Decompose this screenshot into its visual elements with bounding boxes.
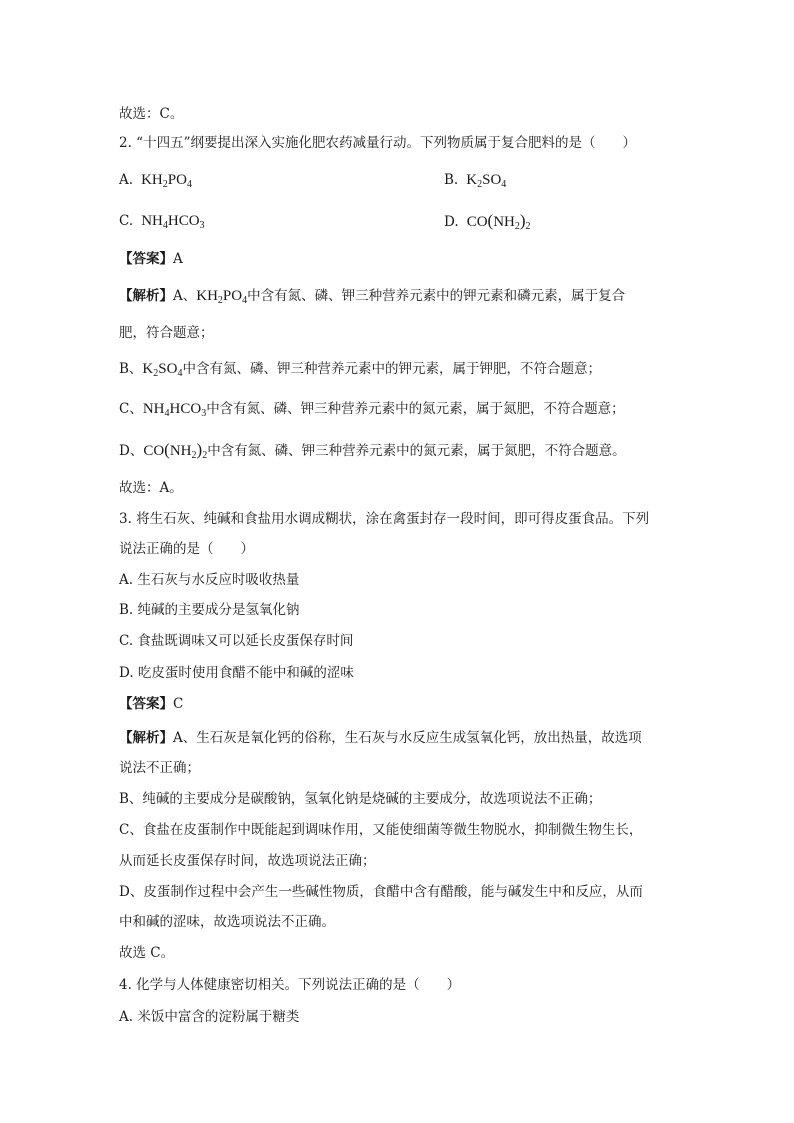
formula: $CO(NH_2)_2$	[143, 440, 208, 461]
analysis-text: 中含有氮、磷、钾三种营养元素中的钾元素，属于钾肥，不符合题意；	[182, 361, 601, 377]
analysis-text: 中含有氮、磷、钾三种营养元素中的氮元素，属于氮肥，不符合题意。	[207, 443, 626, 459]
formula: $KH_2PO_4$	[196, 288, 248, 306]
option-a: A. 生石灰与水反应时吸收热量	[119, 572, 300, 588]
analysis-line-a-cont: 肥，符合题意；	[119, 325, 214, 341]
analysis-prefix: C、	[119, 401, 143, 417]
analysis-line-d	[119, 441, 626, 460]
analysis-prefix: A、	[173, 288, 197, 304]
formula: $KH_2PO_4$	[137, 172, 192, 190]
analysis-line-c: C、食盐在皮蛋制作中既能起到调味作用，又能使细菌等微生物脱水，抑制微生物生长，	[119, 822, 643, 838]
analysis-label: 【解析】	[119, 288, 173, 304]
formula: $NH_4HCO_3$	[137, 213, 205, 231]
formula: $NH_4HCO_3$	[142, 401, 207, 419]
analysis-line-c-cont: 从而延长皮蛋保存时间，故选项说法正确；	[119, 853, 376, 869]
question-stem-cont: 说法正确的是（ ）	[119, 541, 254, 557]
answer-value: C	[173, 696, 184, 712]
analysis-line-d-cont: 中和碱的涩味，故选项说法不正确。	[119, 914, 335, 930]
answer-conclusion: 故选：A。	[119, 480, 183, 496]
analysis-line-a	[119, 729, 642, 747]
option-label: A.	[119, 172, 134, 188]
option-label: D.	[444, 214, 459, 230]
option-c: C. 食盐既调味又可以延长皮蛋保存时间	[119, 633, 354, 649]
analysis-line-c	[119, 400, 625, 418]
option-label: C.	[119, 213, 134, 229]
option-a	[119, 171, 192, 189]
analysis-label: 【解析】	[119, 730, 173, 746]
analysis-text: 中含有氮、磷、钾三种营养元素中的钾元素和磷元素，属于复合	[247, 288, 626, 304]
question-stem: 3. 将生石灰、纯碱和食盐用水调成糊状，涂在禽蛋封存一段时间，即可得皮蛋食品。下列	[119, 511, 650, 527]
analysis-prefix: B、	[119, 361, 143, 377]
answer-conclusion: 故选 C。	[119, 945, 175, 961]
option-d	[444, 212, 531, 231]
formula: $K_2SO_4$	[462, 172, 507, 190]
option-a: A. 米饭中富含的淀粉属于糖类	[119, 1009, 300, 1025]
option-b: B. 纯碱的主要成分是氢氧化钠	[119, 602, 300, 618]
question-stem: 2. “十四五”纲要提出深入实施化肥农药减量行动。下列物质属于复合肥料的是（ ）	[119, 135, 636, 151]
option-b	[444, 171, 506, 189]
answer-conclusion: 故选：C。	[119, 106, 184, 122]
answer-label: 【答案】	[119, 251, 173, 267]
option-label: B.	[444, 172, 459, 188]
analysis-prefix: D、	[119, 443, 144, 459]
analysis-text: A、生石灰是氧化钙的俗称，生石灰与水反应生成氢氧化钙，放出热量，故选项	[173, 730, 642, 746]
answer-label: 【答案】	[119, 696, 173, 712]
answer-line	[119, 250, 183, 268]
formula: $K_2SO_4$	[142, 361, 183, 379]
formula: $CO(NH_2)_2$	[462, 211, 531, 232]
question-stem: 4. 化学与人体健康密切相关。下列说法正确的是（ ）	[119, 977, 461, 993]
analysis-line-b: B、纯碱的主要成分是碳酸钠，氢氧化钠是烧碱的主要成分，故选项说法不正确；	[119, 791, 602, 807]
analysis-line-b	[119, 360, 601, 378]
analysis-text: 中含有氮、磷、钾三种营养元素中的氮元素，属于氮肥，不符合题意；	[206, 401, 625, 417]
analysis-line-a-cont: 说法不正确；	[119, 760, 200, 776]
option-c	[119, 212, 205, 230]
answer-line	[119, 695, 183, 713]
analysis-line-d: D、皮蛋制作过程中会产生一些碱性物质，食醋中含有醋酸，能与碱发生中和反应，从而	[119, 884, 643, 900]
option-d: D. 吃皮蛋时使用食醋不能中和碱的涩味	[119, 665, 354, 681]
answer-value: A	[173, 251, 183, 267]
analysis-line-a	[119, 287, 625, 305]
